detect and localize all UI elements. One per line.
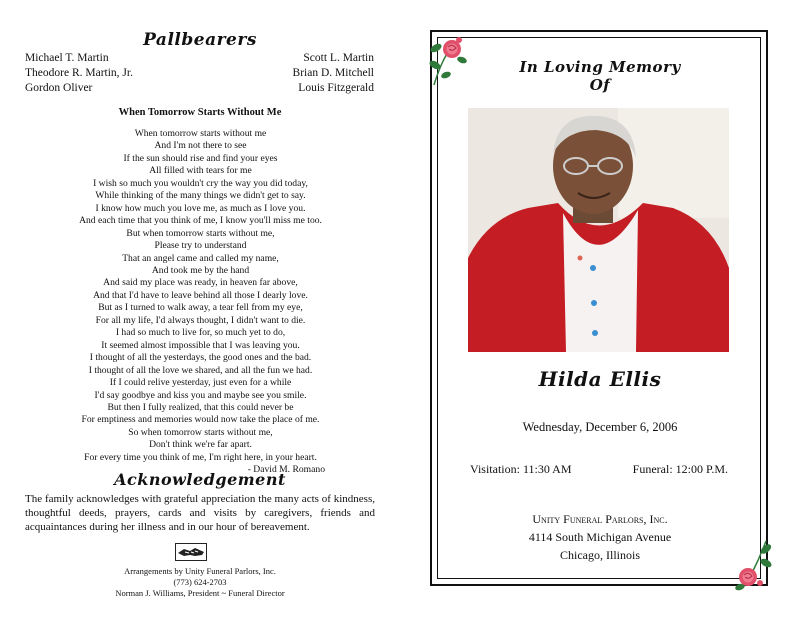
poem-line: It seemed almost impossible that I was leaving you. (101, 339, 300, 351)
poem-line: While thinking of the many things we didn't get to say. (95, 190, 306, 202)
poem-line: When tomorrow starts without me (134, 128, 267, 139)
funeral-time: Funeral: 12:00 P.M. (632, 462, 728, 476)
poem-line: All filled with tears for me (149, 165, 252, 177)
arrangements-block (0, 566, 400, 599)
pallbearer-name: Louis Fitzgerald (298, 82, 374, 94)
portrait-photo (468, 108, 729, 352)
funeral-parlor-address: 4114 South Michigan Avenue (528, 530, 672, 544)
poem-line: And took me by the hand (151, 264, 250, 276)
poem-line: For every time you think of me, I'm right here, in your heart. (84, 451, 317, 463)
poem-line: So when tomorrow starts without me, (128, 426, 273, 438)
poem-body (28, 128, 373, 477)
pallbearer-name: Theodore R. Martin, Jr. (25, 67, 133, 79)
poem-line: I know how much you love me, as much as I love you. (95, 202, 306, 214)
poem-line: And that I'd have to leave behind all those I dearly love. (93, 289, 308, 301)
poem-line: For all my life, I'd always thought, I didn't want to die. (95, 314, 306, 326)
poem-line: And I'm not there to see (154, 140, 247, 152)
pallbearer-name: Gordon Oliver (25, 82, 93, 94)
handshake-icon (175, 543, 207, 561)
arrangements-phone: (773) 624-2703 (173, 577, 227, 587)
poem-line: Don't think we're far apart. (149, 439, 252, 451)
poem-line: I had so much to live for, so much yet to do, (115, 327, 286, 339)
pallbearer-name: Brian D. Mitchell (292, 67, 374, 79)
poem-line: If I could relive yesterday, just even for a while (109, 377, 292, 389)
poem-title: When Tomorrow Starts Without Me (118, 107, 282, 118)
poem-line: If the sun should rise and find your eyes (123, 152, 278, 164)
memorial-heading: In Loving Memory (519, 58, 681, 76)
pallbearer-name: Michael T. Martin (25, 52, 109, 64)
poem-line: I thought of all the love we shared, and all the fun we had. (88, 364, 313, 376)
poem-line: Please try to understand (154, 240, 247, 252)
poem-line: And said my place was ready, in heaven far above, (103, 277, 298, 289)
poem-line: I'd say goodbye and kiss you and maybe see you smile. (94, 389, 307, 401)
deceased-name: Hilda Ellis (538, 367, 662, 391)
arrangements-director: Norman J. Williams, President ~ Funeral Director (115, 588, 285, 598)
poem-author: - David M. Romano (247, 464, 325, 476)
arrangements-line: Arrangements by Unity Funeral Parlors, Inc. (124, 566, 276, 576)
acknowledgement-text: The family acknowledges with grateful appreciation the many acts of kindness, thoughtful deeds, prayers, cards and visits by caregivers, friends and acquaintances during her illness and in our hour of bereavement. (25, 493, 375, 533)
funeral-parlor-name: Unity Funeral Parlors, Inc. (532, 512, 668, 526)
poem-line: I thought of all the yesterdays, the good ones and the bad. (89, 352, 312, 364)
poem-line: I wish so much you wouldn't cry the way you did today, (93, 177, 308, 189)
poem-line: But when tomorrow starts without me, (126, 227, 275, 239)
rose-corner-icon (730, 537, 774, 595)
poem-line: But then I fully realized, that this could never be (107, 401, 294, 413)
poem-line: That an angel came and called my name, (122, 252, 279, 264)
visitation-time: Visitation: 11:30 AM (470, 462, 572, 476)
pallbearer-name: Scott L. Martin (303, 52, 374, 64)
poem-line: But as I turned to walk away, a tear fell from my eye, (98, 302, 303, 314)
pallbearers-right-list (293, 51, 374, 96)
acknowledgement-title: Acknowledgement (114, 470, 286, 489)
memorial-heading-of: Of (589, 76, 611, 94)
cover-panel (400, 0, 800, 620)
pallbearers-title: Pallbearers (143, 30, 257, 50)
funeral-parlor-city: Chicago, Illinois (560, 548, 640, 562)
poem-line: For emptiness and memories would now take the place of me. (81, 414, 320, 426)
service-date: Wednesday, December 6, 2006 (522, 420, 678, 434)
poem-line: And each time that you think of me, I know you'll miss me too. (79, 215, 322, 227)
pallbearers-left-list (25, 51, 133, 96)
